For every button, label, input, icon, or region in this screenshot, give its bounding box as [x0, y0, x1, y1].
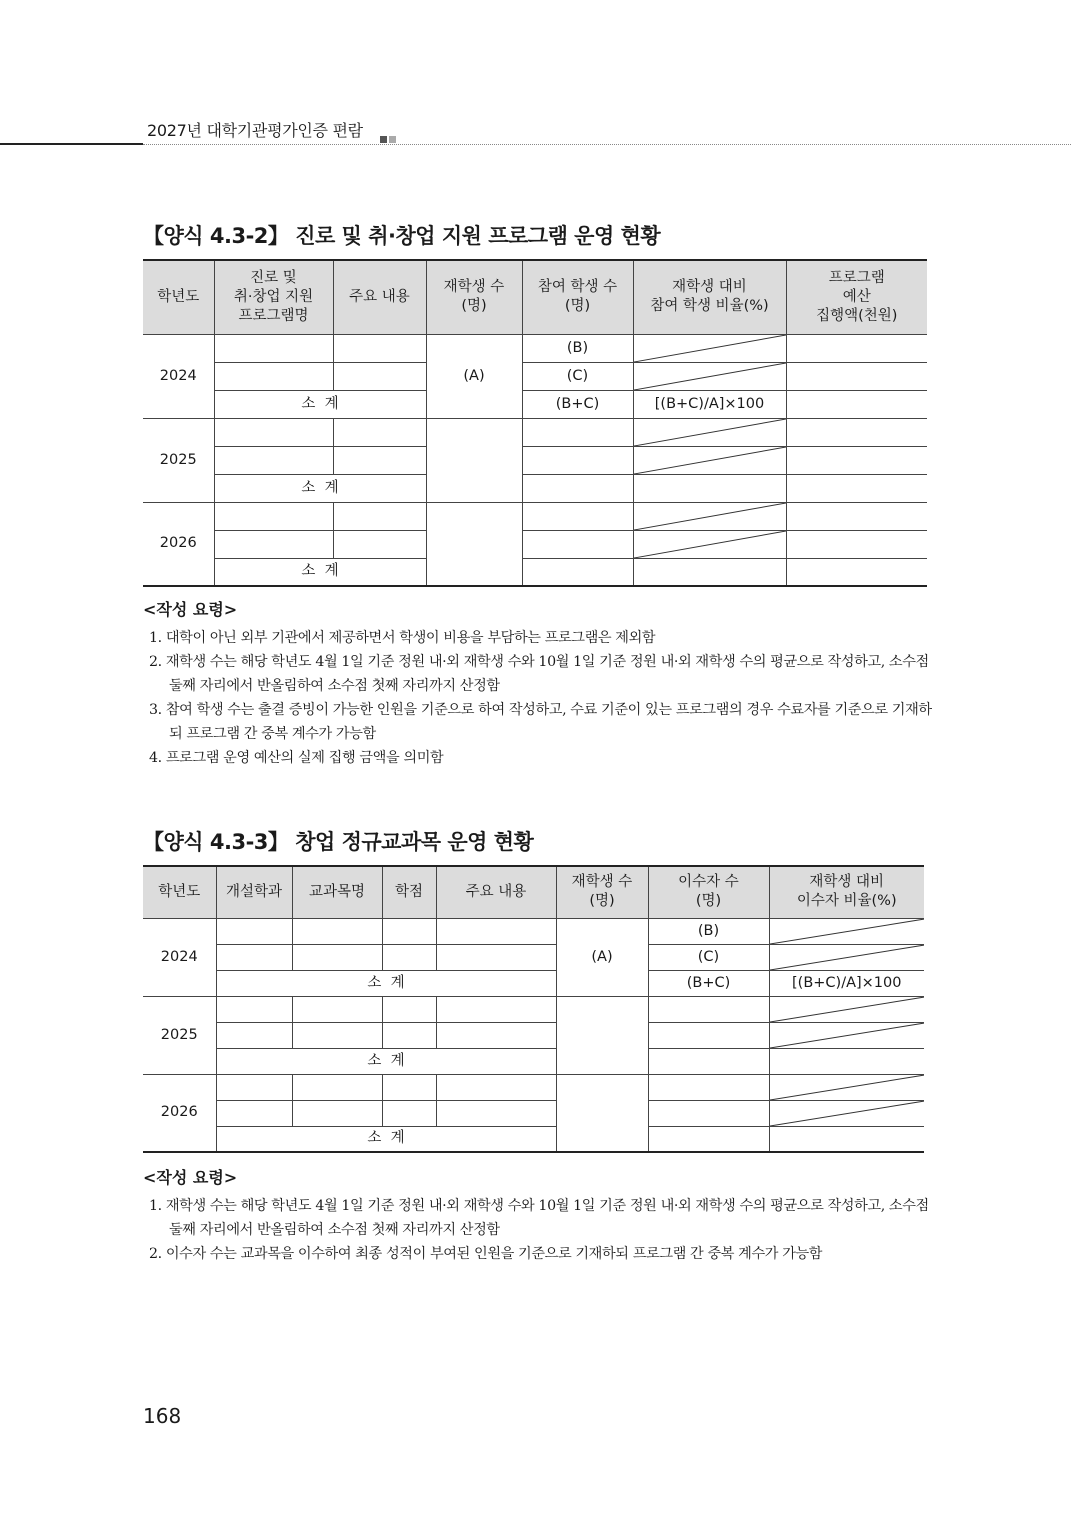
col-year: 학년도 — [143, 260, 214, 334]
program-name-cell — [214, 502, 333, 530]
subtotal-row — [143, 474, 927, 502]
program-name-cell — [214, 530, 333, 558]
col-ratio: 재학생 대비 이수자 비율(%) — [769, 866, 924, 918]
participants-cell — [522, 530, 633, 558]
ratio-cell-blank — [769, 996, 924, 1022]
budget-cell — [786, 334, 927, 362]
ratio-cell-blank — [769, 1100, 924, 1126]
dept-cell — [216, 1100, 292, 1126]
table-row — [143, 362, 927, 390]
subtotal-label: 소 계 — [216, 1126, 556, 1152]
content-cell — [436, 944, 556, 970]
credit-cell — [382, 1100, 436, 1126]
subtotal-row — [143, 390, 927, 418]
participants-sum-cell — [522, 474, 633, 502]
dept-cell — [216, 996, 292, 1022]
course-cell — [292, 1100, 382, 1126]
program-name-cell — [214, 418, 333, 446]
completers-cell — [648, 1100, 769, 1126]
table-header-row — [143, 260, 927, 334]
guide-heading: <작성 요령> — [143, 600, 238, 619]
subtotal-row — [143, 1048, 924, 1074]
page-number: 168 — [143, 1404, 182, 1428]
participants-cell: (B) — [522, 334, 633, 362]
guide-list — [149, 1194, 939, 1266]
table-row — [143, 1074, 924, 1100]
content-cell — [333, 362, 426, 390]
running-header: 2027년 대학기관평가인증 편람 — [147, 121, 363, 140]
credit-cell — [382, 1022, 436, 1048]
subtotal-label: 소 계 — [216, 970, 556, 996]
dept-cell — [216, 918, 292, 944]
year-cell: 2025 — [143, 418, 214, 502]
content-cell — [436, 996, 556, 1022]
subtotal-row — [143, 1126, 924, 1152]
content-cell — [333, 530, 426, 558]
budget-cell — [786, 446, 927, 474]
col-dept: 개설학과 — [216, 866, 292, 918]
content-cell — [436, 1074, 556, 1100]
ratio-cell-blank — [769, 918, 924, 944]
enrolled-cell: (A) — [556, 918, 648, 996]
credit-cell — [382, 918, 436, 944]
guide-item: 4. 프로그램 운영 예산의 실제 집행 금액을 의미함 — [149, 750, 444, 766]
subtotal-label: 소 계 — [214, 474, 426, 502]
course-cell — [292, 1022, 382, 1048]
ratio-cell-blank — [633, 418, 786, 446]
course-cell — [292, 1074, 382, 1100]
ratio-cell-blank — [769, 944, 924, 970]
col-enrolled: 재학생 수 (명) — [556, 866, 648, 918]
col-participants: 참여 학생 수 (명) — [522, 260, 633, 334]
table-row — [143, 944, 924, 970]
section-title-4-3-2: 【양식 4.3-2】 진로 및 취·창업 지원 프로그램 운영 현황 — [143, 224, 661, 248]
content-cell — [436, 918, 556, 944]
course-cell — [292, 996, 382, 1022]
col-course: 교과목명 — [292, 866, 382, 918]
col-budget: 프로그램 예산 집행액(천원) — [786, 260, 927, 334]
subtotal-label: 소 계 — [216, 1048, 556, 1074]
completers-sum-cell — [648, 1048, 769, 1074]
program-name-cell — [214, 362, 333, 390]
guide-item: 1. 재학생 수는 해당 학년도 4월 1일 기준 정원 내·외 재학생 수와 10월 1일 기준 정원 내·외 재학생 수의 평균으로 작성하고, 소수점 둘째 자리에서 반올림하여 소수점 첫째 자리까지 산정함 — [149, 1198, 929, 1238]
year-cell: 2025 — [143, 996, 216, 1074]
startup-course-table — [143, 865, 924, 1153]
year-cell: 2026 — [143, 1074, 216, 1152]
credit-cell — [382, 996, 436, 1022]
table-row — [143, 1100, 924, 1126]
credit-cell — [382, 1074, 436, 1100]
budget-cell — [786, 558, 927, 586]
year-cell: 2024 — [143, 918, 216, 996]
program-status-table — [143, 259, 927, 587]
program-name-cell — [214, 334, 333, 362]
credit-cell — [382, 944, 436, 970]
participants-cell — [522, 446, 633, 474]
ratio-cell-blank — [633, 334, 786, 362]
col-program-name: 진로 및 취·창업 지원 프로그램명 — [214, 260, 333, 334]
participants-cell: (C) — [522, 362, 633, 390]
budget-cell — [786, 362, 927, 390]
participants-sum-cell: (B+C) — [522, 390, 633, 418]
content-cell — [436, 1022, 556, 1048]
content-cell — [333, 446, 426, 474]
dept-cell — [216, 944, 292, 970]
table-row — [143, 996, 924, 1022]
content-cell — [436, 1100, 556, 1126]
budget-cell — [786, 530, 927, 558]
budget-cell — [786, 390, 927, 418]
guide-item: 2. 이수자 수는 교과목을 이수하여 최종 성적이 부여된 인원을 기준으로 기재하되 프로그램 간 중복 계수가 가능함 — [149, 1246, 823, 1262]
enrolled-cell — [426, 502, 522, 586]
completers-sum-cell: (B+C) — [648, 970, 769, 996]
guide-item: 2. 재학생 수는 해당 학년도 4월 1일 기준 정원 내·외 재학생 수와 10월 1일 기준 정원 내·외 재학생 수의 평균으로 작성하고, 소수점 둘째 자리에서 반올림하여 소수점 첫째 자리까지 산정함 — [149, 654, 929, 694]
guide-list — [149, 626, 939, 770]
subtotal-row — [143, 558, 927, 586]
table-row — [143, 1022, 924, 1048]
col-year: 학년도 — [143, 866, 216, 918]
ratio-cell-blank — [633, 446, 786, 474]
ratio-formula-cell — [769, 1126, 924, 1152]
year-cell: 2026 — [143, 502, 214, 586]
content-cell — [333, 502, 426, 530]
table-row — [143, 334, 927, 362]
completers-cell — [648, 1022, 769, 1048]
ratio-cell-blank — [633, 502, 786, 530]
subtotal-label: 소 계 — [214, 558, 426, 586]
header-rule-thick — [0, 143, 143, 145]
guide-item: 1. 대학이 아닌 외부 기관에서 제공하면서 학생이 비용을 부담하는 프로그램은 제외함 — [149, 630, 656, 646]
enrolled-cell — [556, 1074, 648, 1152]
content-cell — [333, 418, 426, 446]
col-content: 주요 내용 — [436, 866, 556, 918]
ratio-cell-blank — [769, 1022, 924, 1048]
guide-item: 3. 참여 학생 수는 출결 증빙이 가능한 인원을 기준으로 하여 작성하고, 수료 기준이 있는 프로그램의 경우 수료자를 기준으로 기재하되 프로그램 간 중복 계수가 가능함 — [149, 702, 932, 742]
dept-cell — [216, 1074, 292, 1100]
col-ratio: 재학생 대비 참여 학생 비율(%) — [633, 260, 786, 334]
ratio-formula-cell — [633, 558, 786, 586]
ratio-formula-cell: [(B+C)/A]×100 — [633, 390, 786, 418]
content-cell — [333, 334, 426, 362]
completers-cell — [648, 1074, 769, 1100]
col-enrolled: 재학생 수 (명) — [426, 260, 522, 334]
header-rule-dotted — [143, 144, 1071, 145]
year-cell: 2024 — [143, 334, 214, 418]
col-completers: 이수자 수 (명) — [648, 866, 769, 918]
table-row — [143, 530, 927, 558]
budget-cell — [786, 418, 927, 446]
table-header-row — [143, 866, 924, 918]
completers-cell — [648, 996, 769, 1022]
section-title-4-3-3: 【양식 4.3-3】 창업 정규교과목 운영 현황 — [143, 830, 534, 854]
budget-cell — [786, 474, 927, 502]
budget-cell — [786, 502, 927, 530]
table-row — [143, 918, 924, 944]
completers-cell: (B) — [648, 918, 769, 944]
ratio-cell-blank — [633, 362, 786, 390]
participants-cell — [522, 502, 633, 530]
col-credit: 학점 — [382, 866, 436, 918]
table-row — [143, 502, 927, 530]
subtotal-label: 소 계 — [214, 390, 426, 418]
col-content: 주요 내용 — [333, 260, 426, 334]
ratio-cell-blank — [633, 530, 786, 558]
participants-cell — [522, 418, 633, 446]
course-cell — [292, 944, 382, 970]
table-row — [143, 418, 927, 446]
participants-sum-cell — [522, 558, 633, 586]
course-cell — [292, 918, 382, 944]
enrolled-cell — [556, 996, 648, 1074]
ratio-formula-cell: [(B+C)/A]×100 — [769, 970, 924, 996]
completers-cell: (C) — [648, 944, 769, 970]
ratio-formula-cell — [769, 1048, 924, 1074]
program-name-cell — [214, 446, 333, 474]
guide-heading: <작성 요령> — [143, 1168, 238, 1187]
dept-cell — [216, 1022, 292, 1048]
ratio-cell-blank — [769, 1074, 924, 1100]
enrolled-cell: (A) — [426, 334, 522, 418]
enrolled-cell — [426, 418, 522, 502]
completers-sum-cell — [648, 1126, 769, 1152]
table-row — [143, 446, 927, 474]
ratio-formula-cell — [633, 474, 786, 502]
subtotal-row — [143, 970, 924, 996]
